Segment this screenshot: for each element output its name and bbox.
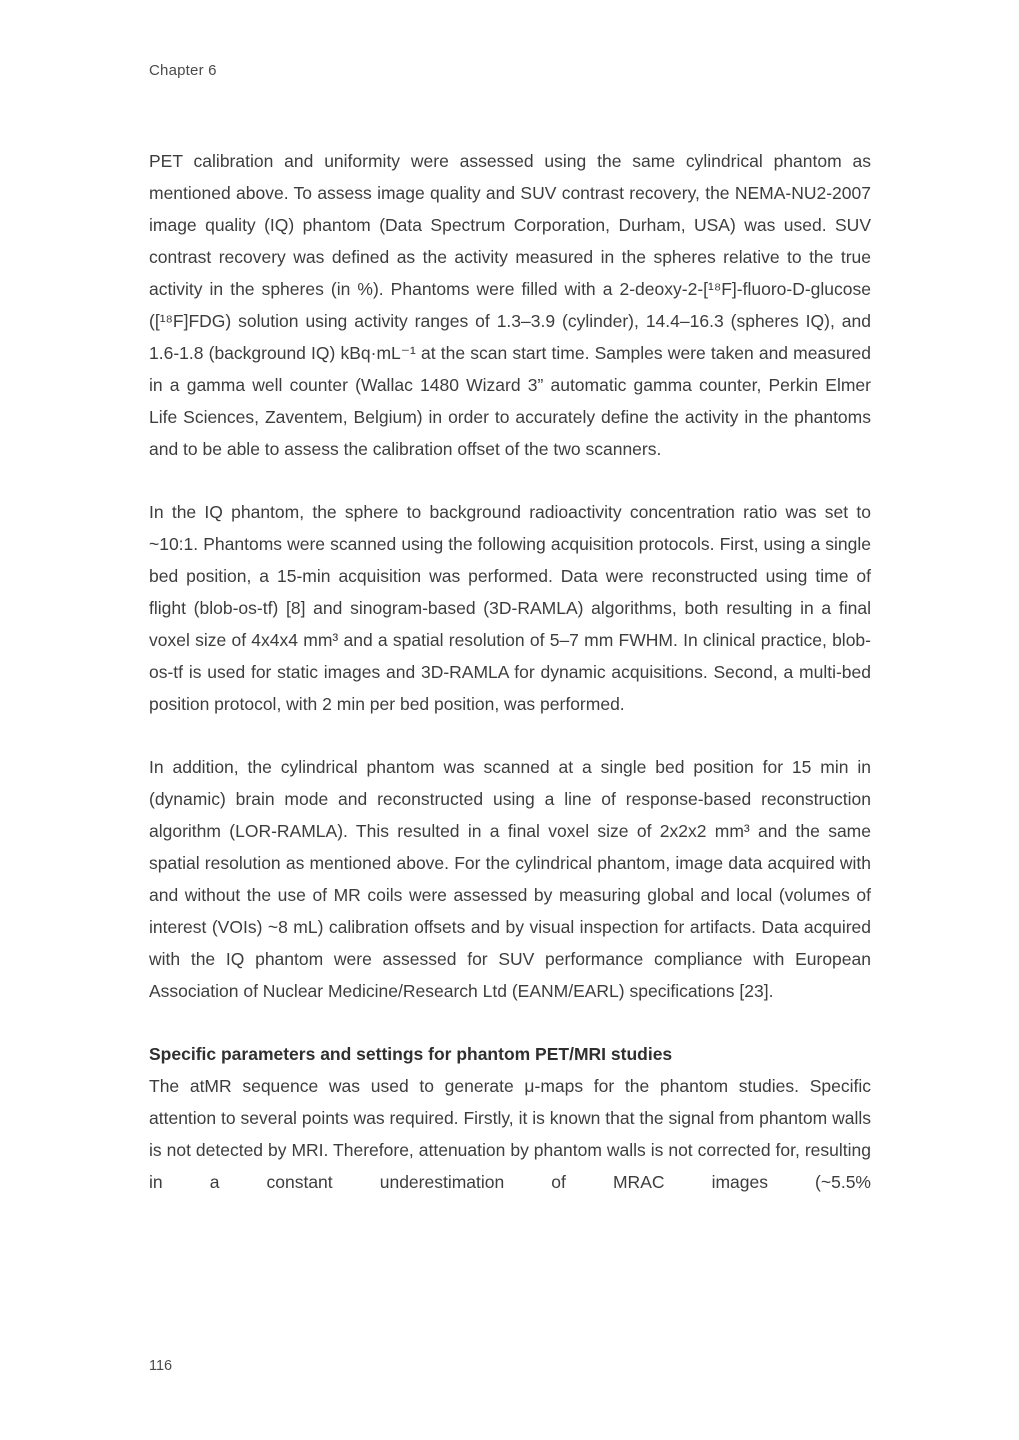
paragraph-atmr-sequence: The atMR sequence was used to generate μ-maps for the phantom studies. Specific attention to several points was required. Firstly, it is known that the signal from phantom walls is not detected by MRI. Therefore, attenuation by phantom walls is not corrected for, resulting in a constant underestimation of MRAC images (~5.5% — [149, 1076, 871, 1192]
paragraph-pet-calibration: PET calibration and uniformity were assessed using the same cylindrical phantom as mentioned above. To assess image quality and SUV contrast recovery, the NEMA-NU2-2007 image quality (IQ) phantom (Data Spectrum Corporation, Durham, USA) was used. SUV contrast recovery was defined as the activity measured in the spheres relative to the true activity in the spheres (in %). Phantoms were filled with a 2-deoxy-2-[¹⁸F]-fluoro-D-glucose ([¹⁸F]FDG) solution using activity ranges of 1.3–3.9 (cylinder), 14.4–16.3 (spheres IQ), and 1.6-1.8 (background IQ) kBq·mL⁻¹ at the scan start time. Samples were taken and measured in a gamma well counter (Wallac 1480 Wizard 3” automatic gamma counter, Perkin Elmer Life Sciences, Zaventem, Belgium) in order to accurately define the activity in the phantoms and to be able to assess the calibration offset of the two scanners. — [149, 151, 871, 459]
running-header: Chapter 6 — [149, 62, 217, 79]
page-content — [149, 145, 871, 1229]
paragraph-iq-phantom: In the IQ phantom, the sphere to background radioactivity concentration ratio was set to ~10:1. Phantoms were scanned using the following acquisition protocols. First, using a single bed position, a 15-min acquisition was performed. Data were reconstructed using time of flight (blob-os-tf) [8] and sinogram-based (3D-RAMLA) algorithms, both resulting in a final voxel size of 4x4x4 mm³ and a spatial resolution of 5–7 mm FWHM. In clinical practice, blob-os-tf is used for static images and 3D-RAMLA for dynamic acquisitions. Second, a multi-bed position protocol, with 2 min per bed position, was performed. — [149, 502, 871, 714]
section-heading: Specific parameters and settings for phantom PET/MRI studies — [149, 1044, 673, 1064]
page-number: 116 — [149, 1358, 173, 1374]
paragraph-cylindrical-phantom: In addition, the cylindrical phantom was scanned at a single bed position for 15 min in (dynamic) brain mode and reconstructed using a line of response-based reconstruction algorithm (LOR-RAMLA). This resulted in a final voxel size of 2x2x2 mm³ and the same spatial resolution as mentioned above. For the cylindrical phantom, image data acquired with and without the use of MR coils were assessed by measuring global and local (volumes of interest (VOIs) ~8 mL) calibration offsets and by visual inspection for artifacts. Data acquired with the IQ phantom were assessed for SUV performance compliance with European Association of Nuclear Medicine/Research Ltd (EANM/EARL) specifications [23]. — [149, 757, 871, 1001]
